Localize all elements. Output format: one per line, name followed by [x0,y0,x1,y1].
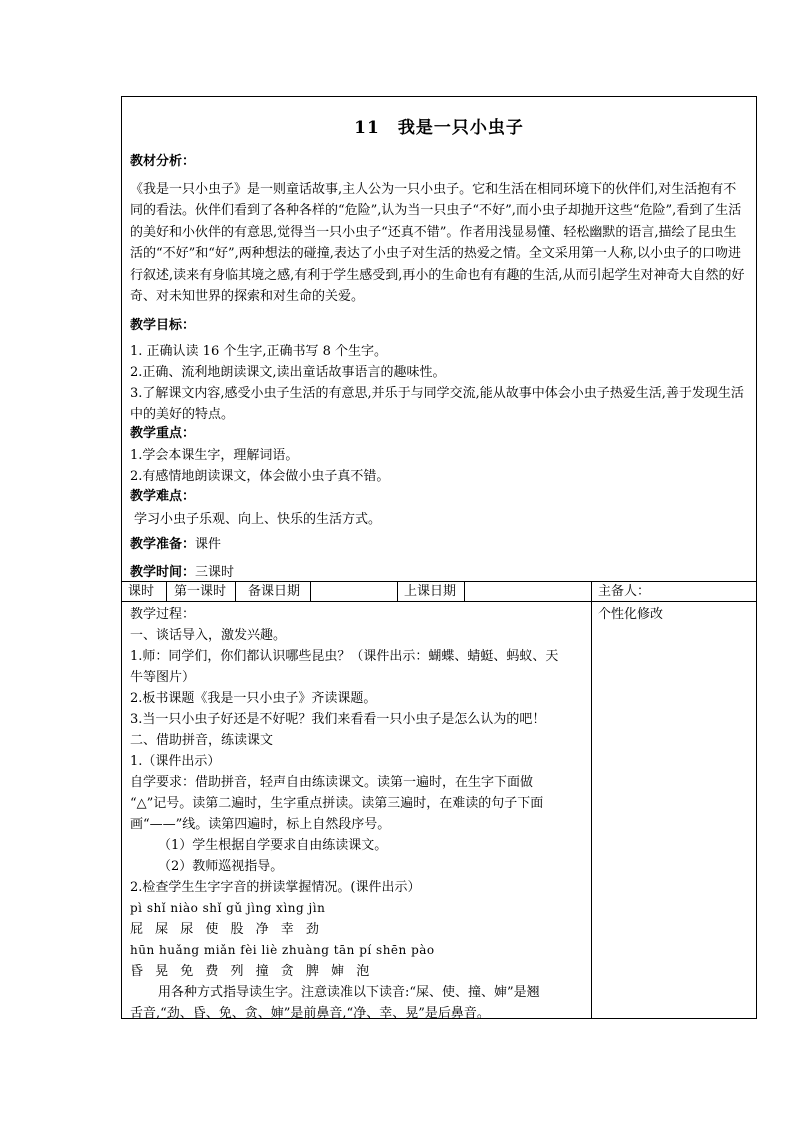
prep-label: 教学准备： [130,537,196,552]
difficulty-label: 教学难点： [130,489,196,504]
col-divider [235,581,236,601]
lesson-title-text: 我是一只小虫子 [397,118,524,138]
goals-list [130,341,746,425]
header-row-bottom-border [122,601,756,602]
process-indented-line: （2）教师巡视指导。 [158,859,284,874]
prep-text: 课件 [195,537,222,552]
character-row: 昏 晃 免 费 列 撞 贪 脾 婶 泡 [130,964,374,979]
goal-item: 1. 正确认读 16 个生字,正确书写 8 个生字。 [130,344,388,359]
process-line: 1.（课件出示） [130,754,221,769]
time-row [130,562,746,583]
pinyin-row: hūn huǎng miǎn fèi liè zhuàng tān pí shēn pào [130,943,435,957]
col-divider [166,581,167,601]
goal-item: 3.了解课文内容,感受小虫子生活的有意思,并乐于与同学交流,能从故事中体会小虫子热爱生活,善于发现生活中的美好的特点。 [130,386,744,422]
col-divider [464,581,465,601]
process-line: “△”记号。读第二遍时，生字重点拼读。读第三遍时，在难读的句子下面 [130,796,544,811]
key-point-item: 2.有感情地朗读课文，体会做小虫子真不错。 [130,469,390,484]
col-divider [310,581,311,601]
process-line: 自学要求：借助拼音，轻声自由练读课文。读第一遍时，在生字下面做 [130,775,534,790]
process-line: 1.师：同学们，你们都认识哪些昆虫？（课件出示：蝴蝶、蜻蜓、蚂蚁、天 [130,649,559,664]
analysis-body: 《我是一只小虫子》是一则童话故事,主人公为一只小虫子。它和生活在相同环境下的伙伴们,对生活抱有不同的看法。伙伴们看到了各种各样的“危险”,认为当一只虫子“不好”,而小虫子却抛开这些“危险”,看到了生活的美好和小伙伴的有意思,觉得当一只小虫子“还真不错”。作者用浅显易懂、轻松幽默的语言,描绘了昆虫生活的“不好”和“好”,两种想法的碰撞,表达了小虫子对生活的热爱之情。全文采用第一人称,以小虫子的口吻进行叙述,读来有身临其境之感,有利于学生感受到,再小的生命也有有趣的生活,从而引起学生对神奇大自然的好奇、对未知世界的探索和对生命的关爱。 [130,182,745,305]
process-check-line: 2.检查学生生字字音的拼读掌握情况。(课件出示） [130,880,421,895]
side-note: 个性化修改 [598,607,664,622]
goals-label: 教学目标： [130,318,196,333]
closing-line: 用各种方式指导读生字。注意读准以下读音:“屎、使、撞、婶”是翘 [158,985,540,1000]
analysis-label: 教材分析： [130,154,196,169]
process-line: 画“——”线。读第四遍时，标上自然段序号。 [130,817,391,832]
difficulty-text: 学习小虫子乐观、向上、快乐的生活方式。 [134,512,382,527]
lesson-title [122,113,756,138]
character-row: 屁 屎 尿 使 股 净 幸 劲 [130,922,323,937]
prep-row [130,534,746,555]
closing-line: 舌音,“劲、昏、免、贪、婶”是前鼻音,“净、幸、晃”是后鼻音。 [130,1006,490,1021]
process-line: 3.当一只小虫子好还是不好呢？我们来看看一只小虫子是怎么认为的吧！ [130,712,546,727]
process-section [130,604,580,1024]
header-cell-class-date: 上课日期 [404,584,457,599]
key-points-list [130,445,746,487]
header-row-top-border [122,581,756,582]
lesson-number: 11 [354,118,380,138]
time-label: 教学时间： [130,565,196,580]
process-indented-line: （1）学生根据自学要求自由练读课文。 [158,838,388,853]
process-line: 二、借助拼音，练读课文 [130,733,274,748]
analysis-section [130,151,746,172]
header-cell-preparer: 主备人： [598,584,651,599]
lesson-plan-table [121,96,757,1019]
process-line: 牛等图片） [130,670,196,685]
col-divider [397,581,398,601]
pinyin-row: pì shǐ niào shǐ gǔ jìng xìng jìn [130,901,326,915]
header-cell-prep-date: 备课日期 [248,584,301,599]
main-side-divider [591,581,592,1018]
key-point-item: 1.学会本课生字，理解词语。 [130,448,299,463]
goal-item: 2.正确、流利地朗读课文,读出童话故事语言的趣味性。 [130,365,446,380]
key-points-label: 教学重点： [130,426,196,441]
header-cell-period: 课时 [128,584,155,599]
time-text: 三课时 [195,565,235,580]
process-line: 2.板书课题《我是一只小虫子》齐读课题。 [130,691,377,706]
process-line: 一、谈话导入，激发兴趣。 [130,628,287,643]
header-cell-period-value: 第一课时 [174,584,227,599]
process-label: 教学过程： [130,607,196,622]
